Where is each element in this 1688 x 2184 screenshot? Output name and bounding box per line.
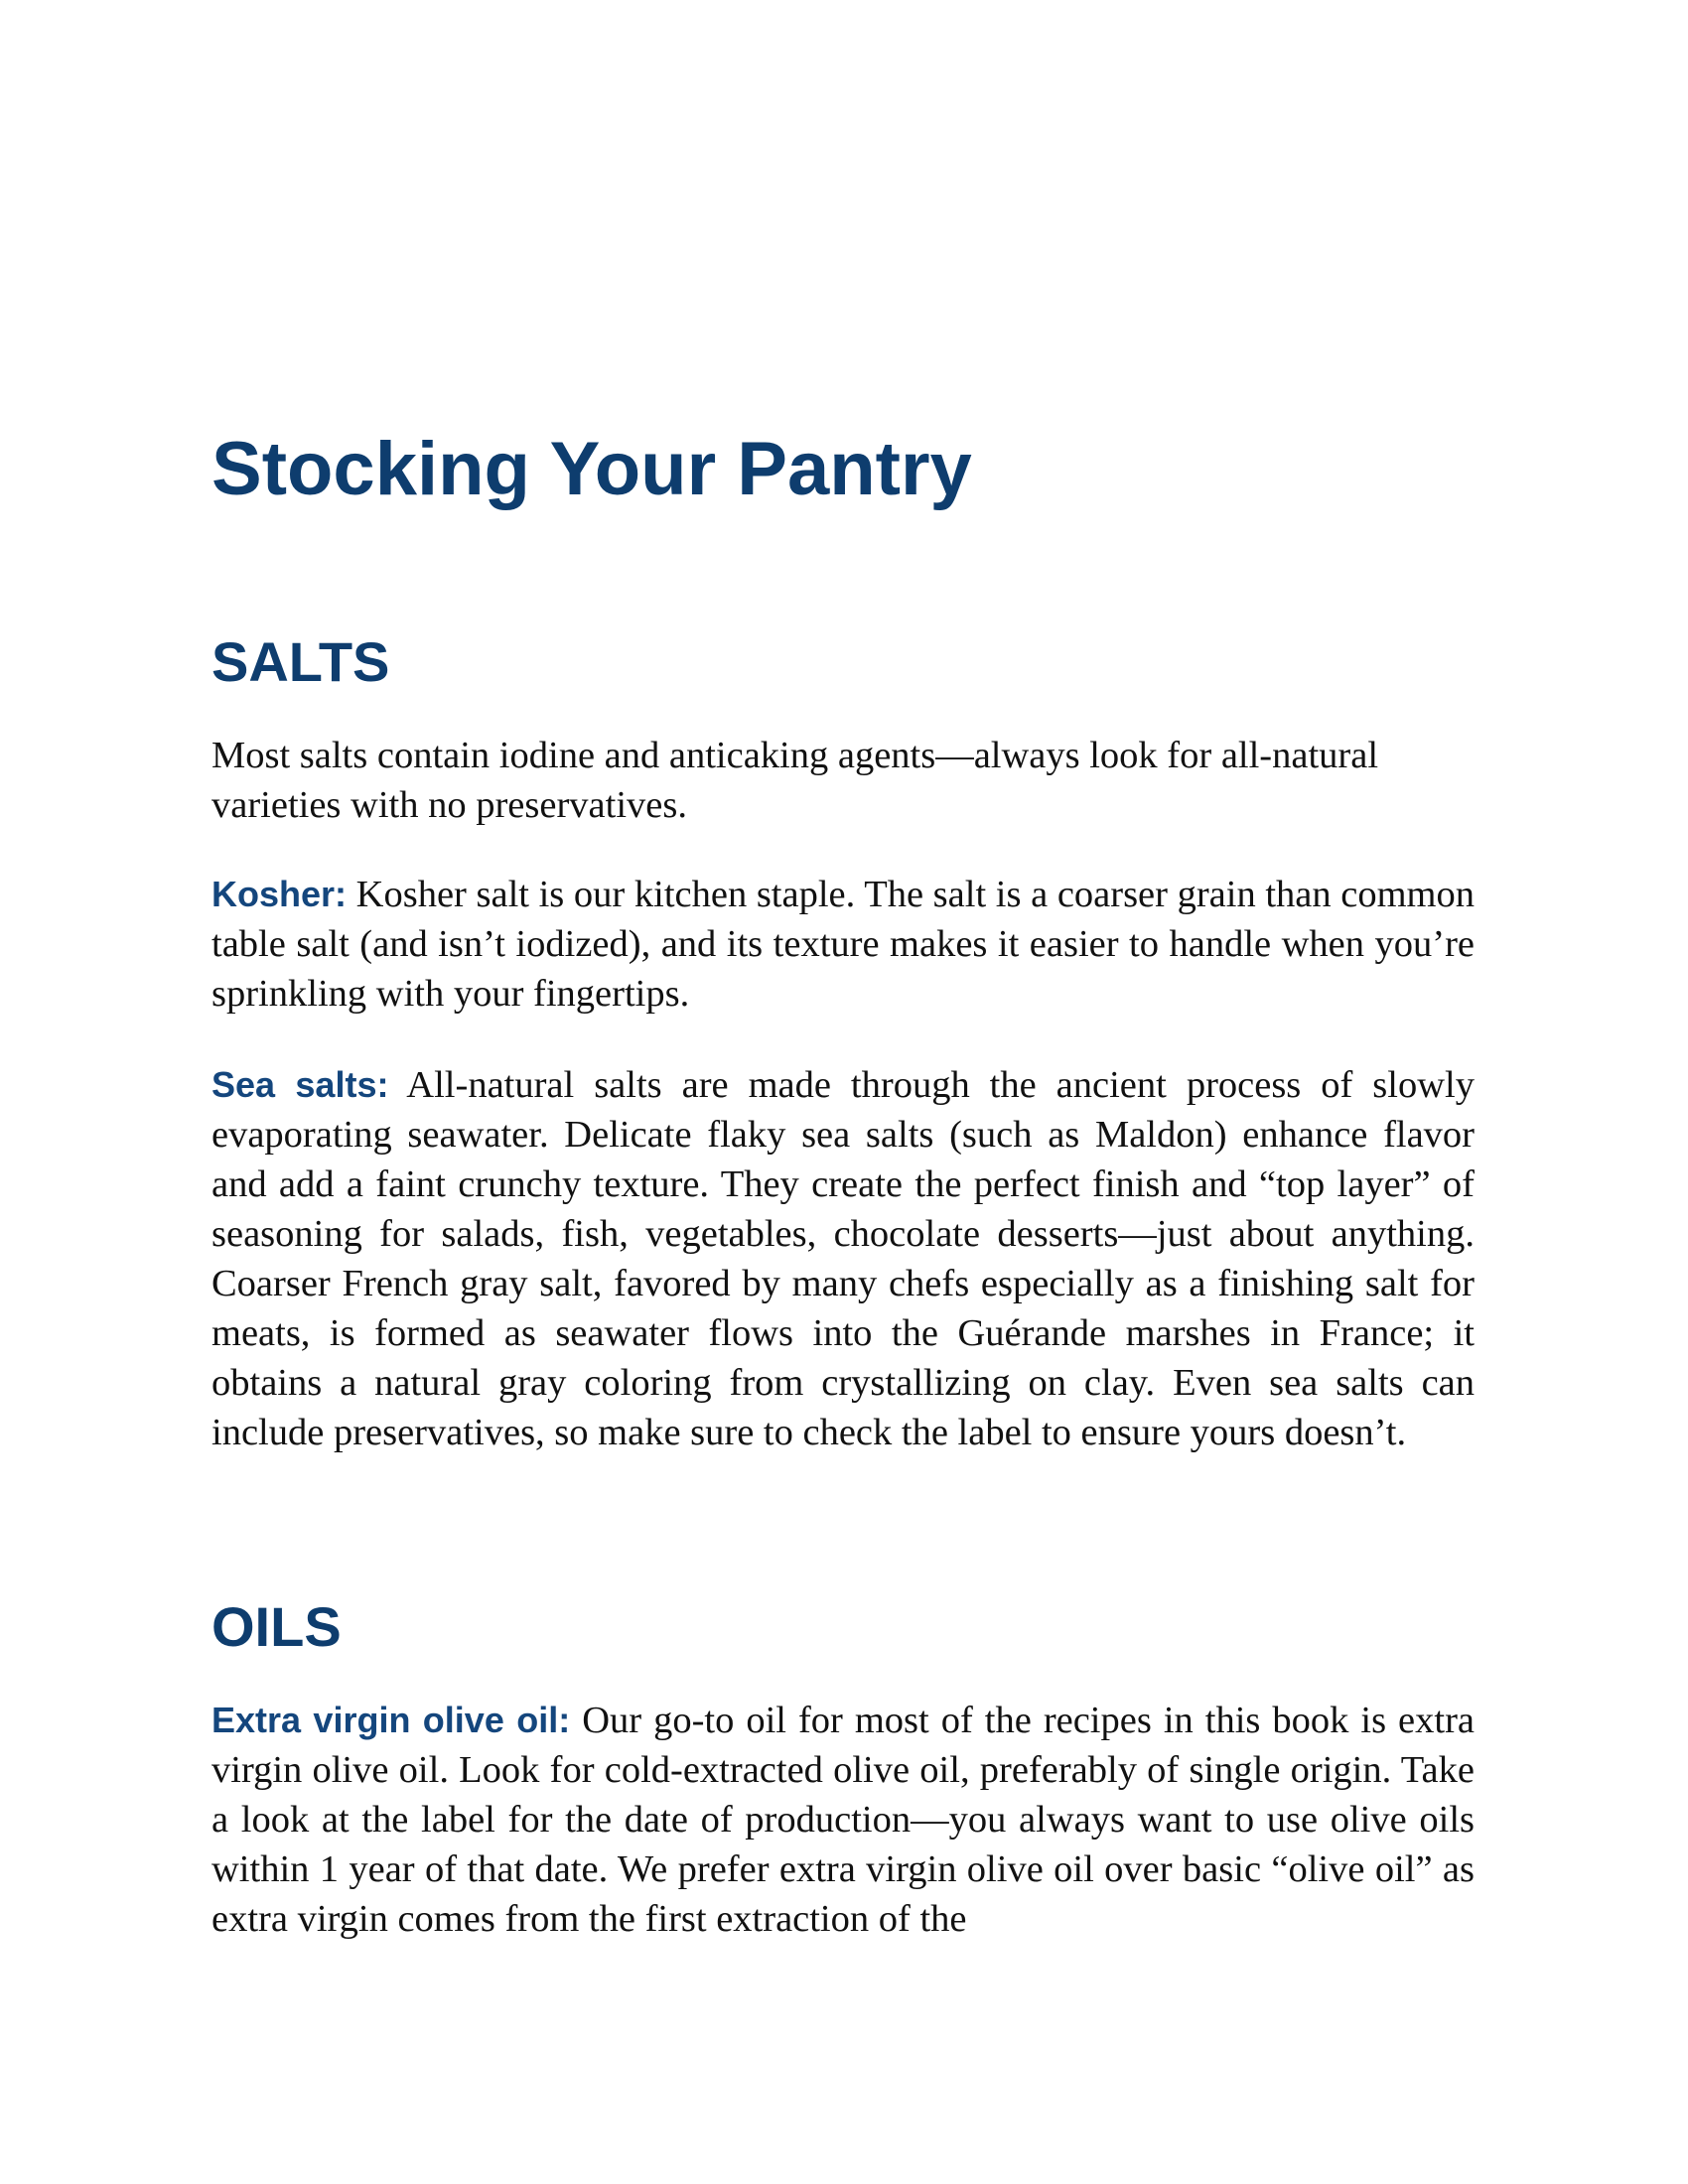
salts-intro-paragraph: Most salts contain iodine and anticaking agents—always look for all-natural varieties with no preservatives. (211, 735, 1379, 826)
kosher-text: Kosher salt is our kitchen staple. The salt is a coarser grain than common table salt (and isn’t iodized), and its texture makes it easier to handle when you’re sprinkling with your fingertips. (211, 874, 1475, 1015)
kosher-paragraph (211, 870, 1475, 1019)
olive-oil-term: Extra virgin olive oil: (211, 1700, 571, 1740)
section-heading-oils: OILS (211, 1595, 342, 1658)
page-title: Stocking Your Pantry (211, 427, 972, 511)
olive-oil-text: Our go-to oil for most of the recipes in this book is extra virgin olive oil. Look for cold-extracted olive oil, preferably of single origin. Take a look at the label for the date of production—you always want to use olive oils within 1 year of that date. We prefer extra virgin olive oil over basic “olive oil” as extra virgin comes from the first extraction of the (211, 1700, 1475, 1940)
olive-oil-paragraph (211, 1696, 1475, 1944)
sea-salts-text: All-natural salts are made through the ancient process of slowly evaporating seawater. Delicate flaky sea salts (such as Maldon) enhance flavor and add a faint crunchy texture. They create the perfect finish and “top layer” of seasoning for salads, fish, vegetables, chocolate desserts—just about anything. Coarser French gray salt, favored by many chefs especially as a finishing salt for meats, is formed as seawater flows into the Guérande marshes in France; it obtains a natural gray coloring from crystallizing on clay. Even sea salts can include preservatives, so make sure to check the label to ensure yours doesn’t. (211, 1064, 1475, 1453)
sea-salts-term: Sea salts: (211, 1064, 389, 1105)
section-heading-salts: SALTS (211, 630, 390, 693)
sea-salts-paragraph (211, 1060, 1475, 1457)
kosher-term: Kosher: (211, 874, 348, 914)
